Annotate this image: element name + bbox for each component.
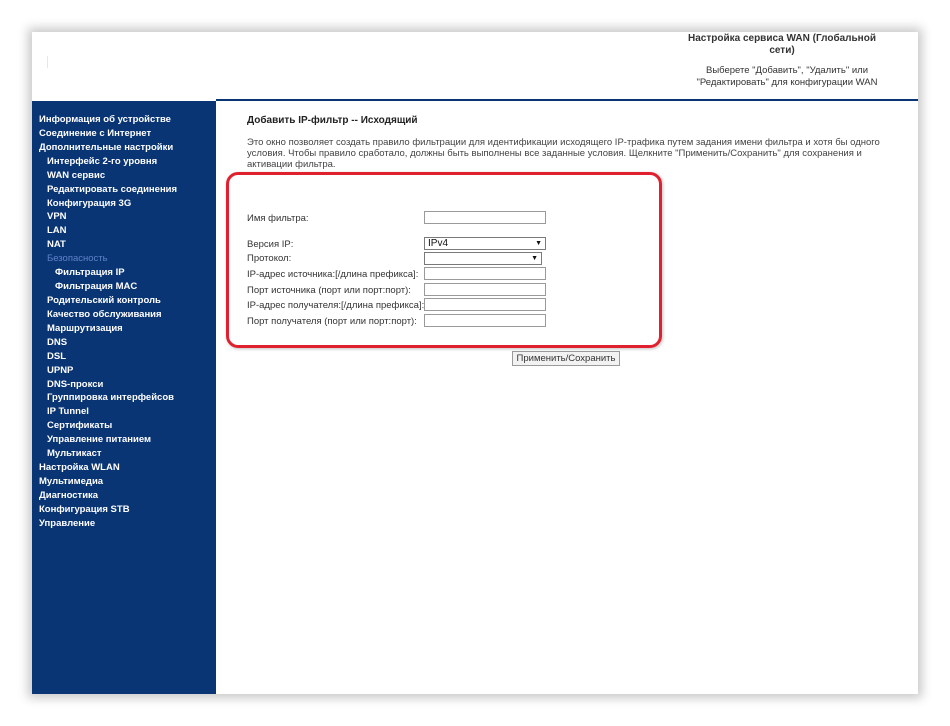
sidebar-item[interactable]: WAN сервис — [47, 169, 106, 181]
header-description: Выберете "Добавить", "Удалить" или "Редактировать" для конфигурации WAN — [696, 65, 878, 88]
sidebar-item[interactable]: Группировка интерфейсов — [47, 392, 174, 404]
sidebar-item[interactable]: Настройка WLAN — [39, 462, 120, 474]
sidebar-nav — [32, 101, 216, 694]
sidebar-item[interactable]: Диагностика — [39, 489, 99, 501]
page-description: Это окно позволяет создать правило фильтрации для идентификации исходящего IP-трафика путем задания имени фильтра и хотя бы одного условия. Чтобы правило сработало, должны быть выполнены все заданные условия. Щелкните "Применить/Сохранить" для сохранения и активации фильтра. — [247, 137, 880, 170]
apply-save-button[interactable]: Применить/Сохранить — [512, 351, 620, 366]
sidebar-item[interactable]: DNS — [47, 336, 68, 348]
sidebar-item[interactable]: VPN — [47, 211, 67, 223]
dst-ip-input[interactable] — [424, 298, 546, 311]
sidebar-item[interactable]: Конфигурация 3G — [47, 197, 132, 209]
src-port-input[interactable] — [424, 283, 546, 296]
sidebar-item[interactable]: DNS-прокси — [47, 378, 104, 390]
filter-name-input[interactable] — [424, 211, 546, 224]
header-divider-mark — [47, 56, 48, 68]
ip-version-select[interactable] — [424, 237, 546, 250]
protocol-label: Протокол: — [247, 253, 292, 264]
sidebar-item[interactable]: UPNP — [47, 364, 74, 376]
sidebar-item[interactable]: Дополнительные настройки — [39, 141, 174, 153]
sidebar-item[interactable]: Родительский контроль — [47, 294, 161, 306]
sidebar-item[interactable]: Мультикаст — [47, 448, 102, 460]
sidebar-item[interactable]: Мультимедиа — [39, 475, 104, 487]
ip-version-value: IPv4 — [428, 238, 449, 249]
sidebar-item[interactable]: Информация об устройстве — [39, 114, 171, 125]
page-title: Добавить IP-фильтр -- Исходящий — [247, 115, 418, 126]
router-admin-window — [32, 32, 918, 694]
sidebar-item[interactable]: NAT — [47, 239, 66, 251]
dst-port-input[interactable] — [424, 314, 546, 327]
src-port-label: Порт источника (порт или порт:порт): — [247, 285, 411, 296]
dropdown-arrow-icon: ▼ — [531, 255, 538, 262]
filter-name-label: Имя фильтра: — [247, 213, 309, 224]
sidebar-item[interactable]: Редактировать соединения — [47, 183, 178, 195]
src-ip-input[interactable] — [424, 267, 546, 280]
sidebar-item[interactable]: Фильтрация IP — [55, 267, 125, 279]
dropdown-arrow-icon: ▼ — [535, 240, 542, 247]
sidebar-item[interactable]: Фильтрация MAC — [55, 281, 138, 293]
ip-version-label: Версия IP: — [247, 239, 294, 250]
sidebar-item[interactable]: Управление — [39, 517, 96, 529]
sidebar-item[interactable]: Маршрутизация — [47, 322, 123, 334]
main-content — [216, 101, 918, 694]
sidebar-item[interactable]: Интерфейс 2-го уровня — [47, 155, 158, 167]
dst-port-label: Порт получателя (порт или порт:порт): — [247, 316, 417, 327]
sidebar-item[interactable]: DSL — [47, 350, 66, 362]
sidebar-item[interactable]: Конфигурация STB — [39, 503, 130, 515]
dst-ip-label: IP-адрес получателя:[/длина префикса]: — [247, 300, 425, 311]
sidebar-item[interactable]: Управление питанием — [47, 434, 152, 446]
src-ip-label: IP-адрес источника:[/длина префикса]: — [247, 269, 419, 280]
page-header — [32, 32, 918, 101]
sidebar-item[interactable]: IP Tunnel — [47, 406, 89, 418]
sidebar-item[interactable]: Безопасность — [47, 253, 108, 265]
sidebar-menu — [32, 101, 216, 531]
sidebar-item[interactable]: LAN — [47, 225, 67, 237]
sidebar-item[interactable]: Соединение с Интернет — [39, 127, 152, 139]
sidebar-item[interactable]: Качество обслуживания — [47, 308, 162, 320]
sidebar-item[interactable]: Сертификаты — [47, 420, 113, 432]
protocol-select[interactable] — [424, 252, 542, 265]
header-title: Настройка сервиса WAN (Глобальной сети) — [688, 33, 876, 56]
